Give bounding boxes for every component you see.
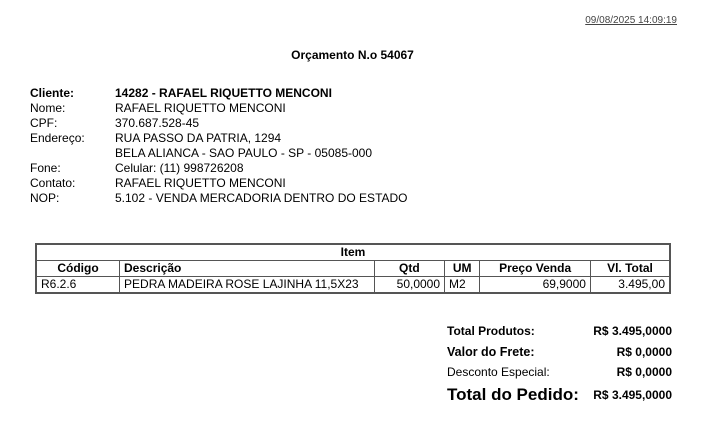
document-title: Orçamento N.o 54067	[291, 48, 414, 62]
customer-row-nome	[30, 101, 408, 116]
cpf-value: 370.687.528-45	[115, 116, 200, 130]
customer-row-endereco2	[30, 146, 408, 161]
cell-qtd: 50,0000	[374, 277, 444, 294]
cliente-value: 14282 - RAFAEL RIQUETTO MENCONI	[115, 86, 332, 100]
total-produtos-label: Total Produtos:	[447, 324, 535, 338]
customer-row-cliente	[30, 86, 408, 101]
valor-frete-label: Valor do Frete:	[447, 345, 535, 359]
cell-preco-venda: 69,9000	[480, 277, 591, 294]
items-header-row	[36, 261, 670, 277]
cliente-label: Cliente:	[30, 86, 75, 100]
column-header-codigo: Código	[36, 261, 120, 277]
column-header-preco-venda: Preço Venda	[480, 261, 591, 277]
customer-row-nop	[30, 191, 408, 206]
cpf-label: CPF:	[30, 116, 58, 130]
column-header-vl-total: Vl. Total	[590, 261, 670, 277]
fone-value: Celular: (11) 998726208	[115, 161, 244, 175]
customer-row-cpf	[30, 116, 408, 131]
totals-block	[447, 321, 672, 408]
items-caption: Item	[36, 244, 670, 261]
valor-frete-row	[447, 342, 672, 362]
total-produtos-row	[447, 321, 672, 342]
items-table	[35, 243, 671, 294]
items-caption-row	[36, 244, 670, 261]
total-pedido-value: R$ 3.495,0000	[593, 388, 672, 402]
desconto-especial-label: Desconto Especial:	[447, 365, 550, 379]
desconto-especial-row	[447, 362, 672, 382]
print-timestamp: 09/08/2025 14:09:19	[585, 15, 677, 26]
valor-frete-value: R$ 0,0000	[616, 345, 672, 359]
total-pedido-row	[447, 382, 672, 408]
table-row	[36, 277, 670, 294]
column-header-qtd: Qtd	[374, 261, 444, 277]
column-header-descricao: Descrição	[120, 261, 375, 277]
contato-value: RAFAEL RIQUETTO MENCONI	[115, 176, 286, 190]
endereco-line1: RUA PASSO DA PATRIA, 1294	[115, 131, 282, 145]
total-produtos-value: R$ 3.495,0000	[593, 324, 672, 338]
nome-label: Nome:	[30, 101, 66, 115]
desconto-especial-value: R$ 0,0000	[616, 365, 672, 379]
cell-vl-total: 3.495,00	[590, 277, 670, 294]
endereco-line2: BELA ALIANCA - SAO PAULO - SP - 05085-000	[115, 146, 373, 160]
cell-codigo: R6.2.6	[36, 277, 120, 294]
nop-label: NOP:	[30, 191, 60, 205]
customer-row-contato	[30, 176, 408, 191]
endereco-label-spacer	[30, 146, 115, 161]
customer-row-endereco	[30, 131, 408, 146]
cell-um: M2	[445, 277, 480, 294]
customer-row-fone	[30, 161, 408, 176]
nop-value: 5.102 - VENDA MERCADORIA DENTRO DO ESTADO	[115, 191, 408, 205]
column-header-um: UM	[445, 261, 480, 277]
endereco-label: Endereço:	[30, 131, 85, 145]
nome-value: RAFAEL RIQUETTO MENCONI	[115, 101, 286, 115]
total-pedido-label: Total do Pedido:	[447, 385, 579, 404]
fone-label: Fone:	[30, 161, 61, 175]
cell-descricao: PEDRA MADEIRA ROSE LAJINHA 11,5X23	[120, 277, 375, 294]
customer-info	[30, 86, 408, 206]
contato-label: Contato:	[30, 176, 76, 190]
